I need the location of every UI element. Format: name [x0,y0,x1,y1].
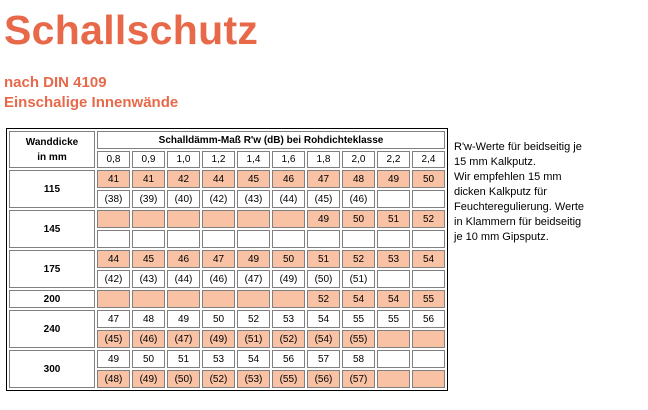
rw-gypsum-value-cell [377,190,410,208]
rw-gypsum-value-cell: (46) [342,190,375,208]
rw-value-cell: 50 [412,170,445,188]
rw-value-cell: 52 [237,310,270,328]
density-class-group-header: Schalldämm-Maß R'w (dB) bei Rohdichteklasse [97,131,445,149]
rw-value-cell: 49 [307,210,340,228]
rw-gypsum-value-cell [377,370,410,388]
rw-gypsum-value-cell [307,230,340,248]
rw-gypsum-value-cell [377,270,410,288]
rw-gypsum-value-cell: (49) [202,330,235,348]
rw-value-cell: 49 [377,170,410,188]
rw-value-cell: 55 [342,310,375,328]
rw-gypsum-value-cell: (51) [342,270,375,288]
rw-value-cell: 47 [307,170,340,188]
rw-value-cell: 50 [342,210,375,228]
rw-gypsum-value-cell [167,230,200,248]
rw-gypsum-value-cell: (38) [97,190,130,208]
rw-value-cell: 48 [342,170,375,188]
rw-value-cell: 51 [377,210,410,228]
density-class-cell: 0,9 [132,151,165,168]
rw-value-cell: 56 [412,310,445,328]
rw-gypsum-value-cell [377,230,410,248]
rw-gypsum-value-cell [342,230,375,248]
rw-value-cell [132,290,165,308]
rw-value-cell [237,290,270,308]
rw-gypsum-value-cell: (45) [307,190,340,208]
rw-value-cell [167,210,200,228]
rw-value-cell [412,350,445,368]
rw-value-cell: 52 [307,290,340,308]
rw-gypsum-value-cell: (42) [97,270,130,288]
wall-thickness-cell: 300 [9,350,95,388]
rw-value-cell: 49 [97,350,130,368]
rw-value-cell: 50 [272,250,305,268]
wall-thickness-cell: 200 [9,290,95,308]
rw-value-cell: 50 [132,350,165,368]
wall-thickness-cell: 240 [9,310,95,348]
rw-gypsum-value-cell: (46) [132,330,165,348]
rw-value-cell [377,350,410,368]
rw-gypsum-value-cell: (42) [202,190,235,208]
rw-value-cell: 45 [132,250,165,268]
wall-thickness-cell: 145 [9,210,95,248]
rw-value-cell: 58 [342,350,375,368]
rw-gypsum-value-cell: (46) [202,270,235,288]
page-title: Schallschutz [4,7,259,53]
rw-gypsum-value-cell: (54) [307,330,340,348]
table-row [9,250,445,268]
rw-gypsum-value-cell [132,230,165,248]
subtitle-wall-type: Einschalige Innenwände [4,94,179,111]
table-row [9,350,445,368]
rw-value-cell [97,210,130,228]
note-text [454,140,634,245]
rw-value-cell: 54 [412,250,445,268]
rw-gypsum-value-cell: (43) [237,190,270,208]
note-line: Wir empfehlen 15 mm [454,171,562,183]
wall-thickness-header-line1: Wanddicke [25,136,79,148]
note-line: in Klammern für beidseitig [454,216,582,228]
rw-gypsum-value-cell: (43) [132,270,165,288]
rw-value-cell: 47 [202,250,235,268]
rw-gypsum-value-cell: (52) [202,370,235,388]
wall-thickness-header [9,131,95,168]
rw-value-cell [272,290,305,308]
rw-gypsum-value-cell [412,330,445,348]
rw-gypsum-value-cell: (56) [307,370,340,388]
rw-value-cell: 48 [132,310,165,328]
rw-value-cell [167,290,200,308]
rw-value-cell: 42 [167,170,200,188]
rw-value-cell: 41 [132,170,165,188]
rw-value-cell: 56 [272,350,305,368]
rw-value-cell: 53 [377,250,410,268]
wall-thickness-cell: 175 [9,250,95,288]
rw-value-cell: 54 [377,290,410,308]
note-line: Feuchteregulierung. Werte [454,201,585,213]
rw-value-cell: 44 [202,170,235,188]
rw-value-cell: 46 [167,250,200,268]
rw-gypsum-value-cell [237,230,270,248]
note-line: dicken Kalkputz für [454,186,547,198]
rw-value-cell [202,290,235,308]
density-class-cell: 0,8 [97,151,130,168]
rw-gypsum-value-cell: (50) [167,370,200,388]
rw-value-cell: 53 [202,350,235,368]
table-row [9,170,445,188]
note-line: R'w-Werte für beidseitig je [454,141,582,153]
subtitle-din: nach DIN 4109 [4,74,107,91]
rw-gypsum-value-cell [377,330,410,348]
rw-gypsum-value-cell: (49) [272,270,305,288]
rw-gypsum-value-cell: (50) [307,270,340,288]
wall-thickness-header-line2: in mm [37,151,67,163]
rw-gypsum-value-cell: (44) [167,270,200,288]
rw-gypsum-value-cell: (53) [237,370,270,388]
density-class-cell: 2,4 [412,151,445,168]
rw-value-cell: 51 [307,250,340,268]
rw-gypsum-value-cell: (57) [342,370,375,388]
rw-gypsum-value-cell [412,370,445,388]
rw-gypsum-value-cell [412,230,445,248]
rw-value-cell: 57 [307,350,340,368]
rw-value-cell: 54 [307,310,340,328]
table-row [9,290,445,308]
rw-gypsum-value-cell: (47) [167,330,200,348]
density-class-cell: 1,6 [272,151,305,168]
rw-value-cell [202,210,235,228]
rw-value-cell: 46 [272,170,305,188]
density-class-cell: 2,0 [342,151,375,168]
rw-value-cell: 52 [342,250,375,268]
rw-gypsum-value-cell: (55) [272,370,305,388]
rw-value-cell [272,210,305,228]
rw-gypsum-value-cell: (44) [272,190,305,208]
rw-value-cell: 55 [412,290,445,308]
rw-gypsum-value-cell: (52) [272,330,305,348]
rw-value-cell: 49 [237,250,270,268]
note-line: je 10 mm Gipsputz. [454,231,549,243]
rw-value-cell: 54 [342,290,375,308]
rw-gypsum-value-cell [272,230,305,248]
rw-gypsum-value-cell: (49) [132,370,165,388]
rw-gypsum-value-cell: (55) [342,330,375,348]
rw-value-cell: 41 [97,170,130,188]
rw-value-cell: 45 [237,170,270,188]
density-class-cell: 1,0 [167,151,200,168]
rw-value-cell: 52 [412,210,445,228]
rw-gypsum-value-cell [412,190,445,208]
note-line: 15 mm Kalkputz. [454,156,536,168]
rw-value-cell: 55 [377,310,410,328]
rw-gypsum-value-cell: (48) [97,370,130,388]
rw-gypsum-value-cell [202,230,235,248]
rw-gypsum-value-cell: (39) [132,190,165,208]
wall-thickness-cell: 115 [9,170,95,208]
density-class-cell: 1,2 [202,151,235,168]
rw-value-cell [97,290,130,308]
rw-value-cell: 50 [202,310,235,328]
sound-insulation-table [6,128,448,391]
rw-gypsum-value-cell: (40) [167,190,200,208]
density-class-cell: 2,2 [377,151,410,168]
rw-value-cell: 44 [97,250,130,268]
rw-value-cell: 49 [167,310,200,328]
table-header-row [9,131,445,149]
rw-value-cell: 51 [167,350,200,368]
rw-gypsum-value-cell: (51) [237,330,270,348]
rw-value-cell [237,210,270,228]
rw-value-cell: 47 [97,310,130,328]
rw-value-cell [132,210,165,228]
rw-gypsum-value-cell: (45) [97,330,130,348]
rw-gypsum-value-cell [97,230,130,248]
rw-value-cell: 54 [237,350,270,368]
density-class-cell: 1,8 [307,151,340,168]
rw-value-cell: 53 [272,310,305,328]
rw-gypsum-value-cell: (47) [237,270,270,288]
table-row [9,210,445,228]
rw-gypsum-value-cell [412,270,445,288]
table-row [9,310,445,328]
density-class-cell: 1,4 [237,151,270,168]
